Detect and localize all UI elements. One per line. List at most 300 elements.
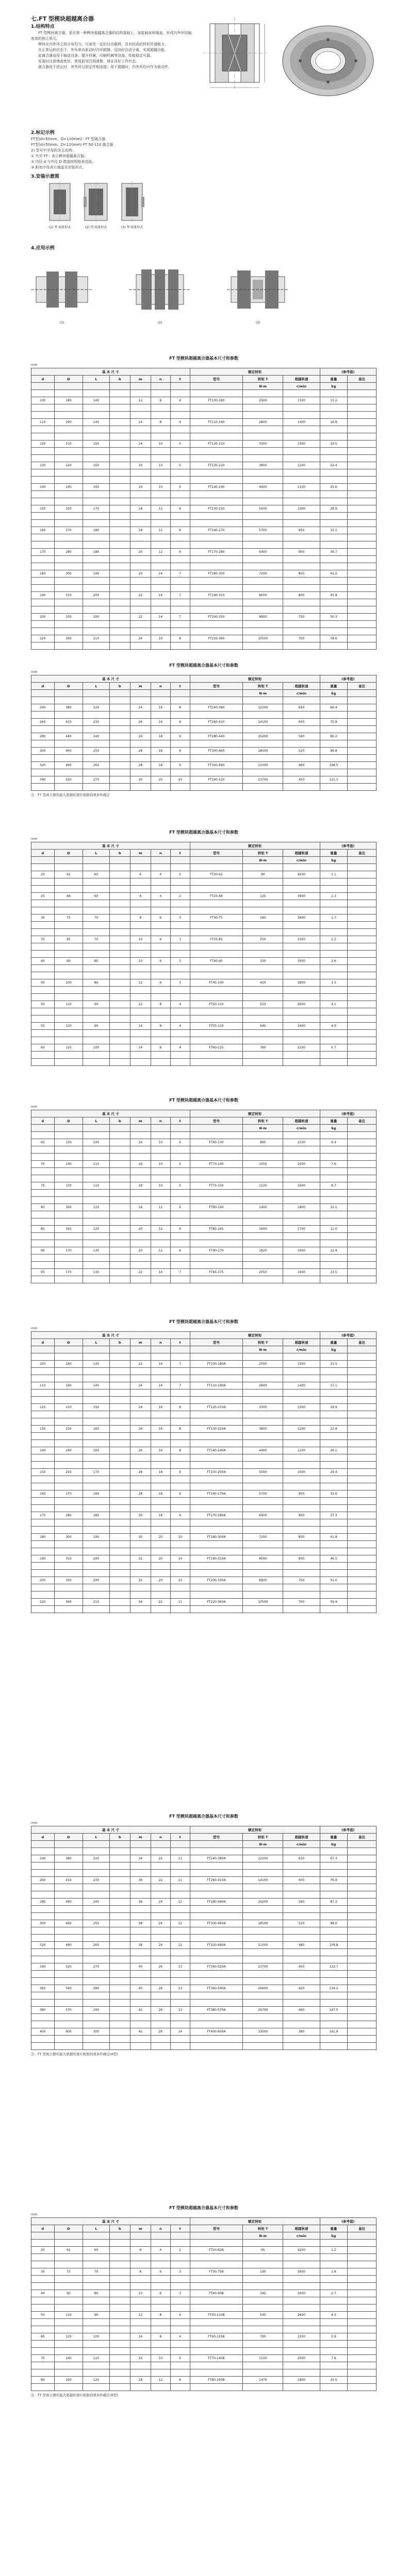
table-cell: 26	[151, 1985, 170, 1992]
table-cell	[54, 2240, 83, 2247]
table-cell	[151, 1906, 170, 1913]
table-row	[31, 1891, 377, 1899]
table-cell: 7	[170, 1269, 190, 1276]
table-cell	[170, 2304, 190, 2312]
table-cell: 70	[83, 2268, 109, 2276]
table-cell: 540	[54, 1985, 83, 1992]
table-cell	[348, 462, 377, 469]
table-row	[31, 1942, 377, 1949]
table-cell	[151, 2254, 170, 2261]
table-cell	[83, 1505, 109, 1512]
table-cell	[320, 755, 348, 762]
table-cell	[190, 1913, 243, 1920]
table-cell: 95	[243, 2247, 283, 2254]
table-cell: 34	[130, 1855, 151, 1862]
table-row	[31, 570, 377, 578]
table-cell	[348, 578, 377, 585]
table-cell: 3000	[283, 958, 320, 965]
table-cell	[151, 1606, 170, 1613]
table-cell	[348, 1389, 377, 1397]
table-cell	[190, 390, 243, 397]
table-cell	[190, 1190, 243, 1197]
table-cell	[320, 1978, 348, 1985]
table-cell	[243, 1591, 283, 1599]
table-row	[31, 1375, 377, 1382]
table-cell	[348, 2348, 377, 2355]
table-cell: 6	[170, 505, 190, 513]
table-cell	[283, 585, 320, 592]
table-cell	[151, 2043, 170, 2050]
intro-paragraph: 离合器用于逆止时，其外环与固定件相连接；用于超越时，内外环均可作为驱动件。	[38, 65, 172, 69]
table-cell	[109, 2348, 130, 2355]
table-cell	[320, 1154, 348, 1161]
table-cell: FT320-490A	[190, 1942, 243, 1949]
table-cell	[190, 1262, 243, 1269]
table-cell	[190, 412, 243, 419]
table-cell: 190	[54, 419, 83, 426]
table-cell: 7.9	[320, 2355, 348, 2362]
table-cell	[83, 1190, 109, 1197]
table-cell	[83, 1211, 109, 1218]
table-cell	[190, 1971, 243, 1978]
table-cell: 5	[170, 440, 190, 448]
table-cell	[348, 1139, 377, 1146]
table-cell	[348, 1606, 377, 1613]
table-cell	[348, 1555, 377, 1563]
table-cell	[190, 2021, 243, 2028]
table-row	[31, 2362, 377, 2369]
table-cell	[109, 965, 130, 972]
table-cell	[283, 2021, 320, 2028]
table-cell: FT170-280	[190, 549, 243, 556]
table-cell	[109, 1368, 130, 1375]
table-cell	[109, 621, 130, 628]
table-cell	[54, 2014, 83, 2021]
table-cell	[320, 1498, 348, 1505]
section-drawing-figure	[199, 14, 271, 92]
table-cell	[31, 1255, 55, 1262]
table-cell	[83, 1276, 109, 1283]
table-cell	[83, 2326, 109, 2333]
table-cell	[170, 2384, 190, 2391]
table-cell: 22	[151, 1877, 170, 1884]
table-cell	[31, 2014, 55, 2021]
table-row	[31, 1168, 377, 1175]
table-cell	[348, 726, 377, 733]
table-cell: 5	[170, 1139, 190, 1146]
table-cell	[348, 570, 377, 578]
table-cell: 120	[31, 440, 55, 448]
table-row	[31, 527, 377, 534]
table-cell	[243, 1015, 283, 1023]
table-cell: 240	[83, 1899, 109, 1906]
table-cell	[243, 711, 283, 719]
table-cell	[130, 606, 151, 614]
table-cell	[54, 1397, 83, 1404]
table-cell	[109, 1182, 130, 1190]
table-cell: 14	[130, 419, 151, 426]
table-cell	[320, 951, 348, 958]
table-row	[31, 404, 377, 412]
table-cell	[283, 1154, 320, 1161]
table-cell	[31, 1870, 55, 1877]
table-cell: 170	[54, 1247, 83, 1255]
table-cell	[243, 922, 283, 929]
table-cell	[283, 2362, 320, 2369]
table-cell: 125	[54, 2333, 83, 2341]
table-cell	[130, 2384, 151, 2391]
table-row	[31, 965, 377, 972]
column-header: t	[170, 850, 190, 857]
table-cell	[54, 1870, 83, 1877]
table-cell	[348, 1008, 377, 1015]
table-cell	[31, 477, 55, 484]
table-cell	[83, 1884, 109, 1891]
table-cell: 6	[151, 2290, 170, 2297]
table-cell: 13	[170, 2007, 190, 2014]
table-cell	[54, 1389, 83, 1397]
table-cell	[54, 1168, 83, 1175]
table-cell	[109, 426, 130, 433]
table-cell	[109, 2297, 130, 2304]
table-cell	[243, 1584, 283, 1591]
unit-header-empty	[190, 1346, 243, 1353]
table-cell: 45.8	[320, 592, 348, 599]
table-row	[31, 1599, 377, 1606]
table-cell	[348, 1190, 377, 1197]
table-cell	[348, 563, 377, 570]
column-header: b	[109, 683, 130, 690]
table-row	[31, 929, 377, 936]
table-cell	[348, 1361, 377, 1368]
table-cell	[348, 1862, 377, 1870]
column-header: 转矩 T	[243, 1339, 283, 1346]
table-cell	[31, 513, 55, 520]
table-cell: 760	[243, 1044, 283, 1052]
table-cell: 9	[170, 733, 190, 740]
table-cell: 18	[130, 1182, 151, 1190]
table-cell	[190, 755, 243, 762]
table-cell	[109, 704, 130, 711]
table-cell: 520	[54, 776, 83, 784]
table-cell	[31, 1015, 55, 1023]
column-header: d	[31, 1339, 55, 1346]
column-header: 超越转速	[283, 1339, 320, 1346]
table-cell: 14	[170, 2028, 190, 2036]
column-header: L	[83, 1834, 109, 1841]
table-cell	[348, 1476, 377, 1483]
table-cell	[348, 871, 377, 878]
table-cell	[54, 534, 83, 541]
table-cell	[190, 1154, 243, 1161]
table-cell	[151, 2304, 170, 2312]
table-cell	[31, 1606, 55, 1613]
table-row	[31, 426, 377, 433]
unit-header: N·m	[243, 383, 283, 390]
table-row	[31, 1255, 377, 1262]
table-cell	[130, 1949, 151, 1956]
table-cell	[83, 1418, 109, 1426]
table-cell	[54, 886, 83, 893]
table-cell	[190, 1862, 243, 1870]
table-cell	[283, 534, 320, 541]
table-cell	[243, 1884, 283, 1891]
table-row	[31, 755, 377, 762]
table-cell	[243, 1197, 283, 1204]
table-cell	[170, 1563, 190, 1570]
table-cell	[54, 1848, 83, 1855]
table-cell	[243, 769, 283, 776]
table-title: FT 型楔块超越离合器基本尺寸和参数	[169, 830, 238, 835]
table-cell: 1800	[283, 1204, 320, 1211]
table-cell	[109, 455, 130, 462]
table-cell	[109, 1197, 130, 1204]
table-group-header: 额定转矩	[190, 842, 320, 850]
table-cell	[190, 1519, 243, 1527]
table-cell	[83, 922, 109, 929]
table-cell: 24	[151, 1942, 170, 1949]
table-cell	[109, 440, 130, 448]
column-header: m	[130, 376, 151, 383]
table-cell	[109, 2312, 130, 2319]
table-cell	[109, 2014, 130, 2021]
table-cell	[348, 1433, 377, 1440]
table-cell	[109, 606, 130, 614]
table-cell	[348, 549, 377, 556]
table-row	[31, 1211, 377, 1218]
table-cell	[170, 1255, 190, 1262]
table-cell	[348, 2362, 377, 2369]
table-cell	[151, 2341, 170, 2348]
table-cell	[54, 1462, 83, 1469]
table-cell	[83, 520, 109, 527]
table-title: FT 型楔块超越离合器基本尺寸和参数	[169, 663, 238, 668]
table-cell	[348, 412, 377, 419]
table-row	[31, 2247, 377, 2254]
column-header: D	[54, 850, 83, 857]
table-cell	[83, 2043, 109, 2050]
table-cell	[170, 2014, 190, 2021]
table-cell	[83, 498, 109, 505]
table-cell: 87.3	[320, 1899, 348, 1906]
table-cell: 10	[151, 440, 170, 448]
table-cell	[320, 599, 348, 606]
table-cell: 33.1	[320, 527, 348, 534]
table-cell: FT300-460A	[190, 1920, 243, 1927]
table-cell	[348, 1577, 377, 1584]
table-cell: 160	[31, 1490, 55, 1498]
column-header: n	[151, 1117, 170, 1125]
table-cell: 490	[54, 1942, 83, 1949]
table-cell	[170, 907, 190, 914]
table-cell	[31, 1059, 55, 1066]
table-cell: 4	[170, 419, 190, 426]
table-cell	[130, 987, 151, 994]
table-group-header: 基 本 尺 寸	[31, 1332, 190, 1339]
table-cell: FT90-170	[190, 1247, 243, 1255]
table-cell	[170, 2283, 190, 2290]
table-cell	[320, 769, 348, 776]
table-cell	[283, 943, 320, 951]
table-cell: 220	[83, 704, 109, 711]
table-row	[31, 776, 377, 784]
table-cell	[348, 1884, 377, 1891]
table-cell	[83, 769, 109, 776]
table-cell: 5	[170, 462, 190, 469]
column-header: 型号	[190, 376, 243, 383]
table-cell	[31, 2276, 55, 2283]
table-cell: 180	[83, 527, 109, 534]
table-cell: 260	[31, 719, 55, 726]
table-cell: 380	[31, 2007, 55, 2014]
intro-paragraph: 在正常运转状态下，外环单向驱动时内环跟随，反向时自动分离，实现超越功能。	[38, 48, 168, 52]
table-cell	[243, 1037, 283, 1044]
table-cell: 345	[243, 2290, 283, 2297]
table-cell	[243, 697, 283, 704]
table-cell	[130, 1935, 151, 1942]
spec-table-block	[31, 1097, 377, 1283]
table-cell: FT35-85	[190, 936, 243, 943]
table-cell: 62	[54, 2247, 83, 2254]
table-row	[31, 719, 377, 726]
table-cell: 14	[151, 1382, 170, 1389]
table-cell: 6	[151, 936, 170, 943]
table-cell: 11	[170, 1877, 190, 1884]
table-cell	[170, 1015, 190, 1023]
table-row	[31, 1161, 377, 1168]
table-cell	[190, 520, 243, 527]
table-cell	[283, 1891, 320, 1899]
unit-header-empty	[151, 857, 170, 864]
table-group-header: 额定转矩	[190, 1332, 320, 1339]
table-cell	[190, 2283, 243, 2290]
table-cell	[320, 1052, 348, 1059]
table-cell	[170, 599, 190, 606]
table-cell	[283, 1527, 320, 1534]
table-cell	[320, 987, 348, 994]
table-cell	[170, 1262, 190, 1269]
table-cell: 750	[283, 614, 320, 621]
table-cell: 29700	[243, 2007, 283, 2014]
table-row	[31, 2021, 377, 2028]
table-cell	[31, 2341, 55, 2348]
table-cell	[320, 1037, 348, 1044]
table-cell	[109, 1963, 130, 1971]
table-cell	[31, 987, 55, 994]
table-cell	[151, 1255, 170, 1262]
table-cell	[190, 491, 243, 498]
table-cell	[83, 642, 109, 650]
table-cell	[109, 2240, 130, 2247]
table-cell	[348, 1255, 377, 1262]
table-cell	[190, 1999, 243, 2007]
table-cell	[109, 505, 130, 513]
table-cell: 950	[283, 1490, 320, 1498]
table-cell: 100	[31, 397, 55, 404]
table-cell: 1400	[283, 419, 320, 426]
table-row	[31, 979, 377, 987]
table-cell	[83, 541, 109, 549]
table-unit-label: mm	[31, 363, 38, 367]
table-row	[31, 1978, 377, 1985]
column-header: d	[31, 1834, 55, 1841]
table-cell	[283, 1584, 320, 1591]
table-cell	[190, 1956, 243, 1963]
table-cell	[130, 1870, 151, 1877]
table-cell	[109, 914, 130, 922]
table-cell: 10	[151, 1161, 170, 1168]
table-cell: 140	[83, 1382, 109, 1389]
table-cell	[109, 1015, 130, 1023]
table-cell	[243, 520, 283, 527]
table-cell	[109, 1599, 130, 1606]
table-cell	[109, 2247, 130, 2254]
table-cell	[109, 1255, 130, 1262]
table-cell	[190, 455, 243, 462]
table-cell	[283, 2240, 320, 2247]
table-cell	[320, 900, 348, 907]
table-cell	[109, 784, 130, 791]
table-cell	[348, 1999, 377, 2007]
table-cell: 8	[170, 719, 190, 726]
table-cell	[170, 755, 190, 762]
table-row	[31, 520, 377, 527]
table-cell: 109.8	[320, 1942, 348, 1949]
table-cell: 14	[130, 2333, 151, 2341]
table-row	[31, 893, 377, 900]
table-cell	[243, 563, 283, 570]
table-cell: 1600	[243, 1226, 283, 1233]
column-header: L	[83, 2225, 109, 2232]
table-cell	[283, 520, 320, 527]
structure-heading: 1.结构特点	[31, 24, 55, 29]
table-cell	[109, 1175, 130, 1182]
table-cell	[283, 498, 320, 505]
table-cell	[130, 1211, 151, 1218]
table-cell	[348, 1023, 377, 1030]
table-cell	[348, 972, 377, 979]
table-cell	[190, 929, 243, 936]
table-cell	[348, 1382, 377, 1389]
table-cell	[151, 1030, 170, 1037]
table-cell: FT95-175	[190, 1269, 243, 1276]
table-cell	[83, 1584, 109, 1591]
table-cell: 16200	[243, 733, 283, 740]
table-cell	[109, 1469, 130, 1476]
spec-table	[31, 1110, 377, 1283]
unit-header-empty	[151, 1841, 170, 1848]
table-cell	[348, 606, 377, 614]
table-cell	[83, 1891, 109, 1899]
table-cell: 560	[283, 1899, 320, 1906]
unit-header-empty	[130, 2232, 151, 2240]
table-cell	[83, 1059, 109, 1066]
unit-header: r/min	[283, 1841, 320, 1848]
table-cell	[31, 448, 55, 455]
table-cell: 10	[151, 462, 170, 469]
table-cell: 120	[31, 1404, 55, 1411]
table-cell	[151, 784, 170, 791]
table-cell: 26	[130, 733, 151, 740]
table-cell	[190, 2261, 243, 2268]
table-cell	[283, 1498, 320, 1505]
table-cell	[320, 520, 348, 527]
table-cell	[170, 2254, 190, 2261]
table-cell	[130, 1418, 151, 1426]
table-cell	[54, 433, 83, 440]
table-cell	[243, 1146, 283, 1154]
table-cell: 55	[31, 1023, 55, 1030]
